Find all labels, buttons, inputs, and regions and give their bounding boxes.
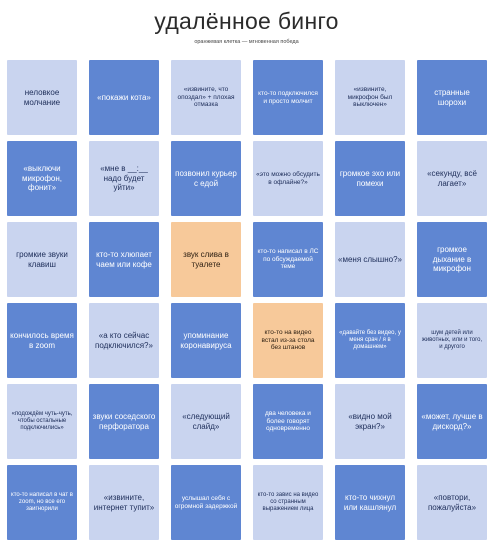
bingo-cell[interactable]: неловкое молчание — [7, 60, 77, 135]
bingo-cell[interactable]: громкое дыхание в микрофон — [417, 222, 487, 297]
bingo-cell[interactable]: позвонил курьер с едой — [171, 141, 241, 216]
bingo-cell[interactable]: звуки соседского перфоратора — [89, 384, 159, 459]
bingo-cell[interactable]: «секунду, всё лагает» — [417, 141, 487, 216]
bingo-cell[interactable]: «извините, что опоздал» + плохая отмазка — [171, 60, 241, 135]
bingo-cell[interactable]: кто-то чихнул или кашлянул — [335, 465, 405, 540]
bingo-cell[interactable]: кто-то написал в чат в zoom, но все его заигнорили — [7, 465, 77, 540]
bingo-cell[interactable]: «может, лучше в дискорд?» — [417, 384, 487, 459]
bingo-cell[interactable]: упоминание коронавируса — [171, 303, 241, 378]
bingo-cell[interactable]: «а кто сейчас подключился?» — [89, 303, 159, 378]
bingo-cell[interactable]: «следующий слайд» — [171, 384, 241, 459]
bingo-cell[interactable]: кто-то завис на видео со странным выражением лица — [253, 465, 323, 540]
bingo-cell[interactable]: громкие звуки клавиш — [7, 222, 77, 297]
bingo-cell[interactable]: «мне в __:__ надо будет уйти» — [89, 141, 159, 216]
bingo-cell[interactable]: «подождём чуть-чуть, чтобы остальные подключились» — [7, 384, 77, 459]
bingo-cell[interactable]: «извините, интернет тупит» — [89, 465, 159, 540]
bingo-cell[interactable]: услышал себя с огромной задержкой — [171, 465, 241, 540]
bingo-cell[interactable]: шум детей или животных, или и того, и другого — [417, 303, 487, 378]
bingo-cell[interactable]: «видно мой экран?» — [335, 384, 405, 459]
bingo-cell[interactable]: «выключи микрофон, фонит» — [7, 141, 77, 216]
bingo-cell[interactable]: «извините, микрофон был выключен» — [335, 60, 405, 135]
bingo-cell[interactable]: кто-то хлюпает чаем или кофе — [89, 222, 159, 297]
bingo-cell[interactable]: странные шорохи — [417, 60, 487, 135]
page-title: удалённое бинго — [154, 8, 339, 34]
bingo-cell[interactable]: «покажи кота» — [89, 60, 159, 135]
bingo-grid — [7, 60, 487, 543]
bingo-cell[interactable]: два человека и более говорят одновременно — [253, 384, 323, 459]
bingo-cell[interactable]: кто-то подключился и просто молчит — [253, 60, 323, 135]
bingo-cell[interactable]: кто-то на видео встал из-за стола без штанов — [253, 303, 323, 378]
bingo-cell[interactable]: звук слива в туалете — [171, 222, 241, 297]
bingo-cell[interactable]: «это можно обсудить в офлайне?» — [253, 141, 323, 216]
bingo-cell[interactable]: «давайте без видео, у меня срач / я в домашнем» — [335, 303, 405, 378]
page-subtitle: оранжевая клетка — мгновенная победа — [194, 39, 299, 45]
bingo-cell[interactable]: «меня слышно?» — [335, 222, 405, 297]
bingo-cell[interactable]: кто-то написал в ЛС по обсуждаемой теме — [253, 222, 323, 297]
bingo-cell[interactable]: «повтори, пожалуйста» — [417, 465, 487, 540]
bingo-cell[interactable]: громкое эхо или помехи — [335, 141, 405, 216]
bingo-cell[interactable]: кончилось время в zoom — [7, 303, 77, 378]
